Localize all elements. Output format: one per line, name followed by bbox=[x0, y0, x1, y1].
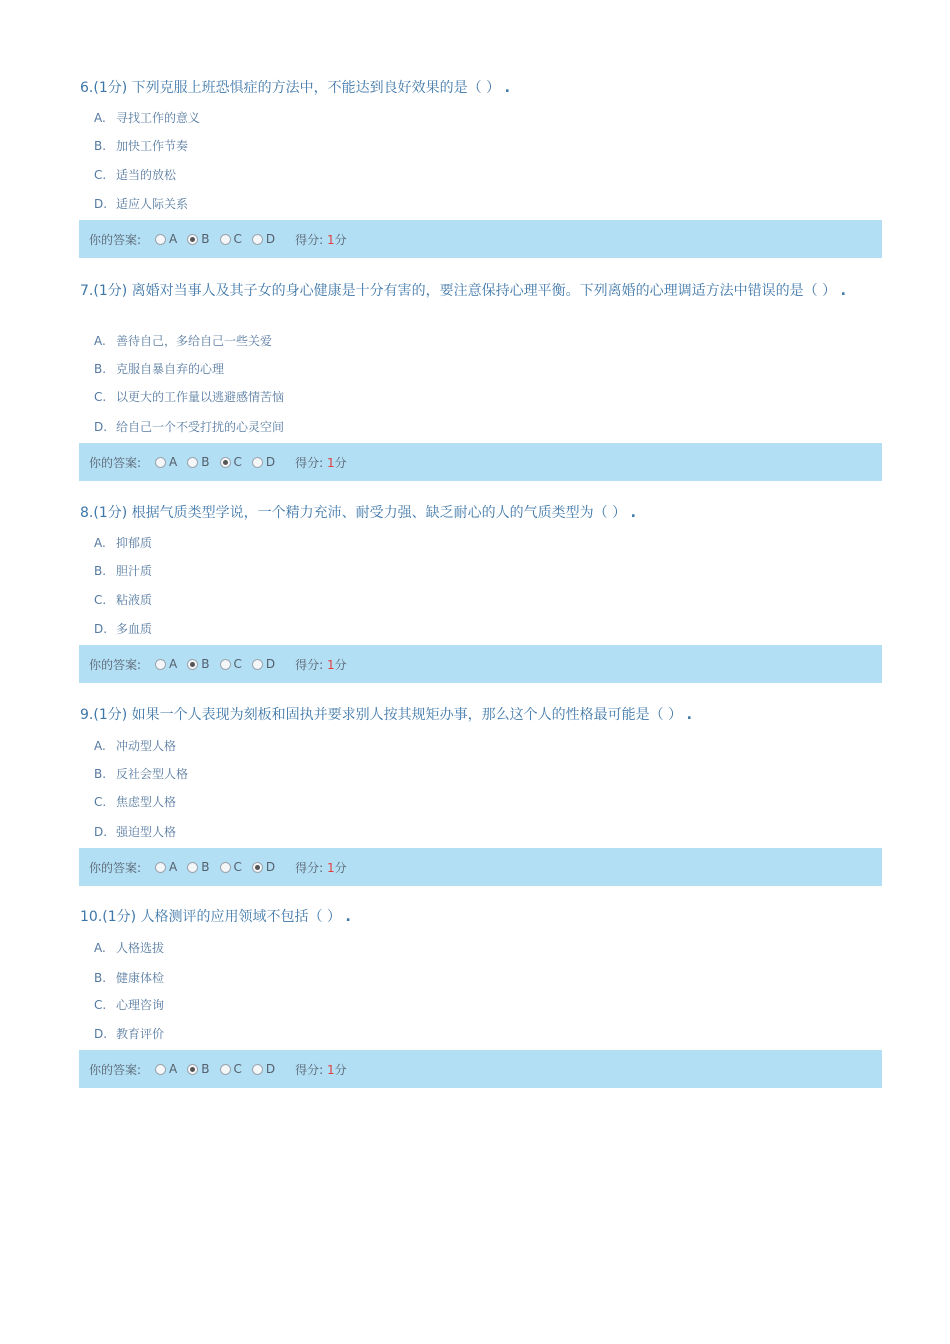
question-6-option-c bbox=[94, 168, 176, 182]
option-letter: B. bbox=[94, 139, 107, 153]
answer-radio-b[interactable] bbox=[187, 860, 209, 874]
question-6-option-d bbox=[94, 197, 188, 211]
question-7-option-c bbox=[94, 390, 284, 404]
score-value: 1 bbox=[327, 657, 335, 672]
option-text: 冲动型人格 bbox=[116, 739, 177, 753]
radio-circle-icon[interactable] bbox=[252, 1064, 263, 1075]
question-points: (1分) bbox=[93, 80, 128, 96]
question-number: 8. bbox=[80, 505, 94, 521]
radio-label: A bbox=[169, 232, 178, 246]
radio-label: B bbox=[201, 232, 210, 246]
option-letter: D. bbox=[94, 622, 108, 636]
question-end-mark: . bbox=[630, 505, 636, 521]
option-text: 粘液质 bbox=[116, 593, 153, 607]
question-end-mark: . bbox=[504, 80, 510, 96]
answer-radio-a[interactable] bbox=[155, 455, 177, 469]
answer-radio-c[interactable] bbox=[220, 657, 242, 671]
score-display bbox=[295, 859, 347, 876]
question-end-mark: . bbox=[686, 707, 692, 723]
radio-circle-icon[interactable] bbox=[187, 1064, 198, 1075]
radio-circle-icon[interactable] bbox=[187, 862, 198, 873]
radio-circle-icon[interactable] bbox=[252, 234, 263, 245]
question-number: 6. bbox=[80, 80, 94, 96]
radio-label: D bbox=[265, 860, 276, 874]
score-display bbox=[295, 656, 347, 673]
question-10-stem bbox=[80, 910, 910, 924]
option-text: 适应人际关系 bbox=[116, 197, 189, 211]
question-number: 9. bbox=[80, 707, 94, 723]
score-value: 1 bbox=[327, 860, 335, 875]
radio-label: A bbox=[169, 1062, 178, 1076]
question-8-option-d bbox=[94, 622, 152, 636]
option-text: 健康体检 bbox=[116, 971, 165, 985]
radio-label: A bbox=[169, 455, 178, 469]
radio-label: C bbox=[233, 455, 242, 469]
option-text: 克服自暴自弃的心理 bbox=[116, 362, 225, 376]
radio-label: C bbox=[233, 860, 242, 874]
option-text: 教育评价 bbox=[116, 1027, 165, 1041]
answer-radio-a[interactable] bbox=[155, 657, 177, 671]
option-text: 寻找工作的意义 bbox=[116, 111, 201, 125]
question-7-option-a bbox=[94, 334, 272, 348]
question-8-option-b bbox=[94, 564, 152, 578]
score-value: 1 bbox=[327, 455, 335, 470]
radio-circle-icon[interactable] bbox=[155, 659, 166, 670]
answer-radio-c[interactable] bbox=[220, 860, 242, 874]
option-letter: D. bbox=[94, 197, 108, 211]
question-10-answer-bar bbox=[79, 1050, 882, 1088]
answer-radio-b[interactable] bbox=[187, 232, 209, 246]
answer-radio-d[interactable] bbox=[252, 860, 275, 874]
score-unit: 分 bbox=[334, 232, 347, 247]
option-letter: C. bbox=[94, 390, 107, 404]
question-text: 根据气质类型学说，一个精力充沛、耐受力强、缺乏耐心的人的气质类型为（ ） bbox=[131, 505, 627, 521]
score-unit: 分 bbox=[334, 860, 347, 875]
radio-label: B bbox=[201, 455, 210, 469]
question-8-option-a bbox=[94, 536, 152, 550]
question-end-mark: . bbox=[840, 283, 846, 299]
radio-circle-icon[interactable] bbox=[220, 659, 231, 670]
question-8-answer-bar bbox=[79, 645, 882, 683]
option-letter: D. bbox=[94, 825, 108, 839]
radio-circle-icon[interactable] bbox=[252, 659, 263, 670]
question-6-answer-bar bbox=[79, 220, 882, 258]
option-text: 善待自己，多给自己一些关爱 bbox=[116, 334, 273, 348]
option-text: 焦虑型人格 bbox=[116, 795, 177, 809]
radio-label: D bbox=[265, 232, 276, 246]
option-text: 人格选拔 bbox=[116, 941, 165, 955]
radio-circle-icon[interactable] bbox=[187, 457, 198, 468]
score-label: 得分: bbox=[295, 1062, 324, 1077]
question-points: (1分) bbox=[93, 505, 128, 521]
answer-label: 你的答案: bbox=[89, 232, 142, 247]
option-text: 以更大的工作量以逃避感情苦恼 bbox=[116, 390, 285, 404]
question-8-stem bbox=[80, 506, 910, 520]
answer-radio-b[interactable] bbox=[187, 1062, 209, 1076]
question-6-option-b bbox=[94, 139, 188, 153]
option-letter: C. bbox=[94, 593, 107, 607]
question-7-option-b bbox=[94, 362, 224, 376]
option-letter: B. bbox=[94, 564, 107, 578]
answer-label: 你的答案: bbox=[89, 860, 142, 875]
radio-circle-icon[interactable] bbox=[187, 234, 198, 245]
question-10-option-c bbox=[94, 998, 164, 1012]
question-text: 如果一个人表现为刻板和固执并要求别人按其规矩办事，那么这个人的性格最可能是（ ） bbox=[131, 707, 683, 723]
score-label: 得分: bbox=[295, 232, 324, 247]
radio-circle-icon[interactable] bbox=[187, 659, 198, 670]
question-text: 人格测评的应用领域不包括（ ） bbox=[140, 909, 342, 925]
option-letter: C. bbox=[94, 168, 107, 182]
question-7-option-d bbox=[94, 420, 284, 434]
radio-circle-icon[interactable] bbox=[155, 457, 166, 468]
radio-label: A bbox=[169, 860, 178, 874]
question-9-option-d bbox=[94, 825, 176, 839]
radio-circle-icon[interactable] bbox=[220, 1064, 231, 1075]
question-9-answer-bar bbox=[79, 848, 882, 886]
option-text: 多血质 bbox=[116, 622, 153, 636]
question-6-option-a bbox=[94, 111, 200, 125]
option-letter: A. bbox=[94, 536, 106, 550]
option-letter: A. bbox=[94, 739, 106, 753]
question-6-stem bbox=[80, 81, 910, 95]
question-10-option-d bbox=[94, 1027, 164, 1041]
answer-radio-a[interactable] bbox=[155, 860, 177, 874]
question-8-option-c bbox=[94, 593, 152, 607]
answer-radio-c[interactable] bbox=[220, 455, 242, 469]
answer-radio-c[interactable] bbox=[220, 1062, 242, 1076]
option-text: 加快工作节奏 bbox=[116, 139, 189, 153]
radio-circle-icon[interactable] bbox=[220, 457, 231, 468]
option-text: 给自己一个不受打扰的心灵空间 bbox=[116, 420, 285, 434]
option-letter: A. bbox=[94, 334, 106, 348]
radio-label: B bbox=[201, 657, 210, 671]
answer-radio-a[interactable] bbox=[155, 232, 177, 246]
radio-label: C bbox=[233, 1062, 242, 1076]
question-points: (1分) bbox=[102, 909, 137, 925]
radio-circle-icon[interactable] bbox=[155, 862, 166, 873]
score-unit: 分 bbox=[334, 455, 347, 470]
question-7-stem bbox=[80, 284, 910, 298]
option-letter: D. bbox=[94, 1027, 108, 1041]
radio-circle-icon[interactable] bbox=[155, 234, 166, 245]
radio-label: A bbox=[169, 657, 178, 671]
answer-radio-d[interactable] bbox=[252, 1062, 275, 1076]
score-label: 得分: bbox=[295, 860, 324, 875]
answer-radio-b[interactable] bbox=[187, 455, 209, 469]
option-letter: B. bbox=[94, 971, 107, 985]
answer-label: 你的答案: bbox=[89, 455, 142, 470]
question-number: 10. bbox=[80, 909, 103, 925]
question-9-option-a bbox=[94, 739, 176, 753]
score-value: 1 bbox=[327, 1062, 335, 1077]
radio-circle-icon[interactable] bbox=[252, 457, 263, 468]
score-unit: 分 bbox=[334, 1062, 347, 1077]
answer-label: 你的答案: bbox=[89, 657, 142, 672]
score-display bbox=[295, 231, 347, 248]
option-text: 胆汁质 bbox=[116, 564, 153, 578]
question-points: (1分) bbox=[93, 707, 128, 723]
radio-label: D bbox=[265, 657, 276, 671]
radio-circle-icon[interactable] bbox=[220, 862, 231, 873]
score-unit: 分 bbox=[334, 657, 347, 672]
question-9-option-b bbox=[94, 767, 188, 781]
answer-radio-c[interactable] bbox=[220, 232, 242, 246]
score-display bbox=[295, 454, 347, 471]
option-text: 适当的放松 bbox=[116, 168, 177, 182]
radio-label: B bbox=[201, 1062, 210, 1076]
radio-label: C bbox=[233, 232, 242, 246]
question-10-option-b bbox=[94, 971, 164, 985]
radio-label: B bbox=[201, 860, 210, 874]
radio-circle-icon[interactable] bbox=[220, 234, 231, 245]
question-7-answer-bar bbox=[79, 443, 882, 481]
score-label: 得分: bbox=[295, 657, 324, 672]
answer-radio-d[interactable] bbox=[252, 657, 275, 671]
question-text: 下列克服上班恐惧症的方法中，不能达到良好效果的是（ ） bbox=[131, 80, 501, 96]
option-letter: C. bbox=[94, 795, 107, 809]
option-letter: A. bbox=[94, 941, 106, 955]
question-end-mark: . bbox=[345, 909, 351, 925]
radio-circle-icon[interactable] bbox=[155, 1064, 166, 1075]
radio-label: D bbox=[265, 1062, 276, 1076]
option-text: 强迫型人格 bbox=[116, 825, 177, 839]
answer-radio-a[interactable] bbox=[155, 1062, 177, 1076]
answer-radio-d[interactable] bbox=[252, 455, 275, 469]
question-9-stem bbox=[80, 708, 910, 722]
question-10-option-a bbox=[94, 941, 164, 955]
question-number: 7. bbox=[80, 283, 94, 299]
radio-label: C bbox=[233, 657, 242, 671]
radio-label: D bbox=[265, 455, 276, 469]
score-value: 1 bbox=[327, 232, 335, 247]
question-text: 离婚对当事人及其子女的身心健康是十分有害的，要注意保持心理平衡。下列离婚的心理调适方法中错误的是（ ） bbox=[131, 283, 837, 299]
option-letter: A. bbox=[94, 111, 106, 125]
option-letter: C. bbox=[94, 998, 107, 1012]
option-text: 心理咨询 bbox=[116, 998, 165, 1012]
option-letter: B. bbox=[94, 767, 107, 781]
score-display bbox=[295, 1061, 347, 1078]
score-label: 得分: bbox=[295, 455, 324, 470]
question-9-option-c bbox=[94, 795, 176, 809]
option-text: 抑郁质 bbox=[116, 536, 153, 550]
answer-label: 你的答案: bbox=[89, 1062, 142, 1077]
answer-radio-b[interactable] bbox=[187, 657, 209, 671]
option-letter: D. bbox=[94, 420, 108, 434]
question-points: (1分) bbox=[93, 283, 128, 299]
option-letter: B. bbox=[94, 362, 107, 376]
radio-circle-icon[interactable] bbox=[252, 862, 263, 873]
option-text: 反社会型人格 bbox=[116, 767, 189, 781]
answer-radio-d[interactable] bbox=[252, 232, 275, 246]
